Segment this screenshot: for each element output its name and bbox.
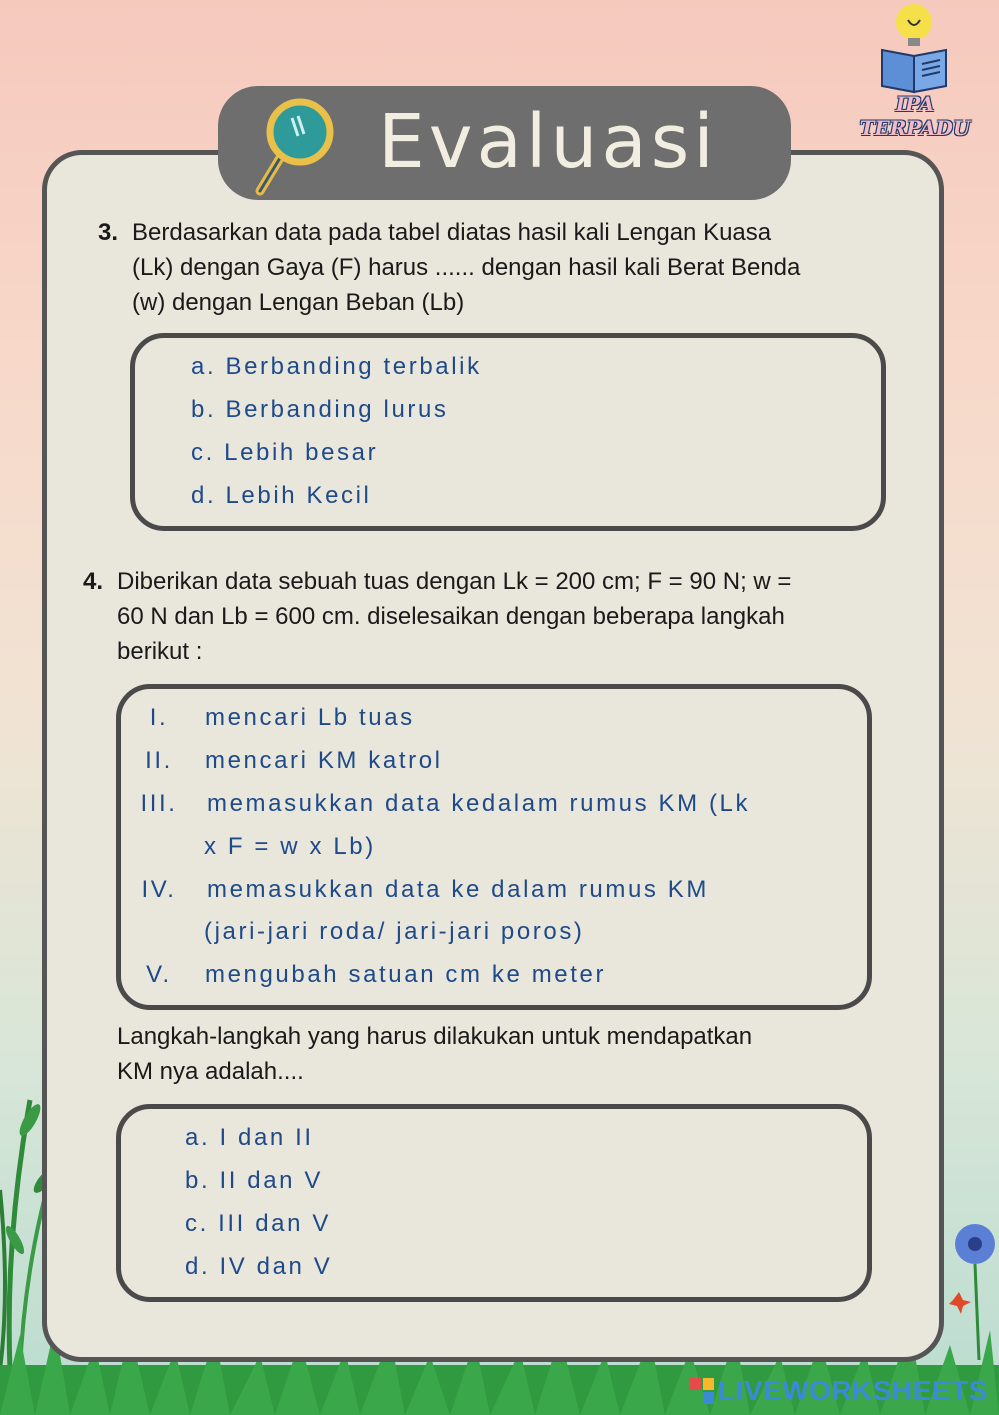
- step-number: II.: [145, 747, 173, 774]
- magnifier-icon: [252, 96, 342, 196]
- option-b[interactable]: b. Berbanding lurus: [191, 396, 449, 423]
- question-line: Berdasarkan data pada tabel diatas hasil kali Lengan Kuasa: [132, 219, 772, 246]
- prompt-line: Langkah-langkah yang harus dilakukan untuk mendapatkan: [117, 1023, 753, 1050]
- option-c[interactable]: c. Lebih besar: [191, 439, 379, 466]
- question-line: Diberikan data sebuah tuas dengan Lk = 200 cm; F = 90 N; w =: [117, 568, 792, 595]
- option-d[interactable]: d. Lebih Kecil: [191, 482, 372, 509]
- step-number: IV.: [141, 876, 177, 903]
- option-c[interactable]: c. III dan V: [185, 1210, 331, 1237]
- option-d[interactable]: d. IV dan V: [185, 1253, 333, 1280]
- question-number: 3.: [98, 219, 119, 246]
- question-line: (w) dengan Lengan Beban (Lb): [132, 289, 465, 316]
- step-text: memasukkan data kedalam rumus KM (Lk: [207, 790, 751, 817]
- step-number: I.: [149, 704, 169, 731]
- logo-line2: TERPADU: [859, 116, 971, 140]
- question-line: 60 N dan Lb = 600 cm. diselesaikan dengan beberapa langkah: [117, 603, 785, 630]
- question-line: berikut :: [117, 638, 203, 665]
- logo-text: [840, 92, 990, 140]
- step-text: mengubah satuan cm ke meter: [205, 961, 607, 988]
- option-a[interactable]: a. I dan II: [185, 1124, 314, 1151]
- option-a[interactable]: a. Berbanding terbalik: [191, 353, 482, 380]
- step-number: V.: [146, 961, 172, 988]
- step-text-continued: (jari-jari roda/ jari-jari poros): [204, 918, 585, 945]
- prompt-line: KM nya adalah....: [117, 1058, 304, 1085]
- logo-line1: IPA: [895, 92, 935, 116]
- step-text-continued: x F = w x Lb): [204, 833, 376, 860]
- step-text: memasukkan data ke dalam rumus KM: [207, 876, 709, 903]
- page-title: Evaluasi: [378, 99, 718, 185]
- step-number: III.: [140, 790, 178, 817]
- question-line: (Lk) dengan Gaya (F) harus ...... dengan hasil kali Berat Benda: [132, 254, 801, 281]
- step-text: mencari KM katrol: [205, 747, 443, 774]
- step-text: mencari Lb tuas: [205, 704, 415, 731]
- watermark: LIVEWORKSHEETS: [718, 1375, 988, 1406]
- question-number: 4.: [83, 568, 104, 595]
- option-b[interactable]: b. II dan V: [185, 1167, 324, 1194]
- lightbulb-book-icon: [878, 0, 958, 96]
- liveworksheets-logo-icon: [690, 1378, 714, 1404]
